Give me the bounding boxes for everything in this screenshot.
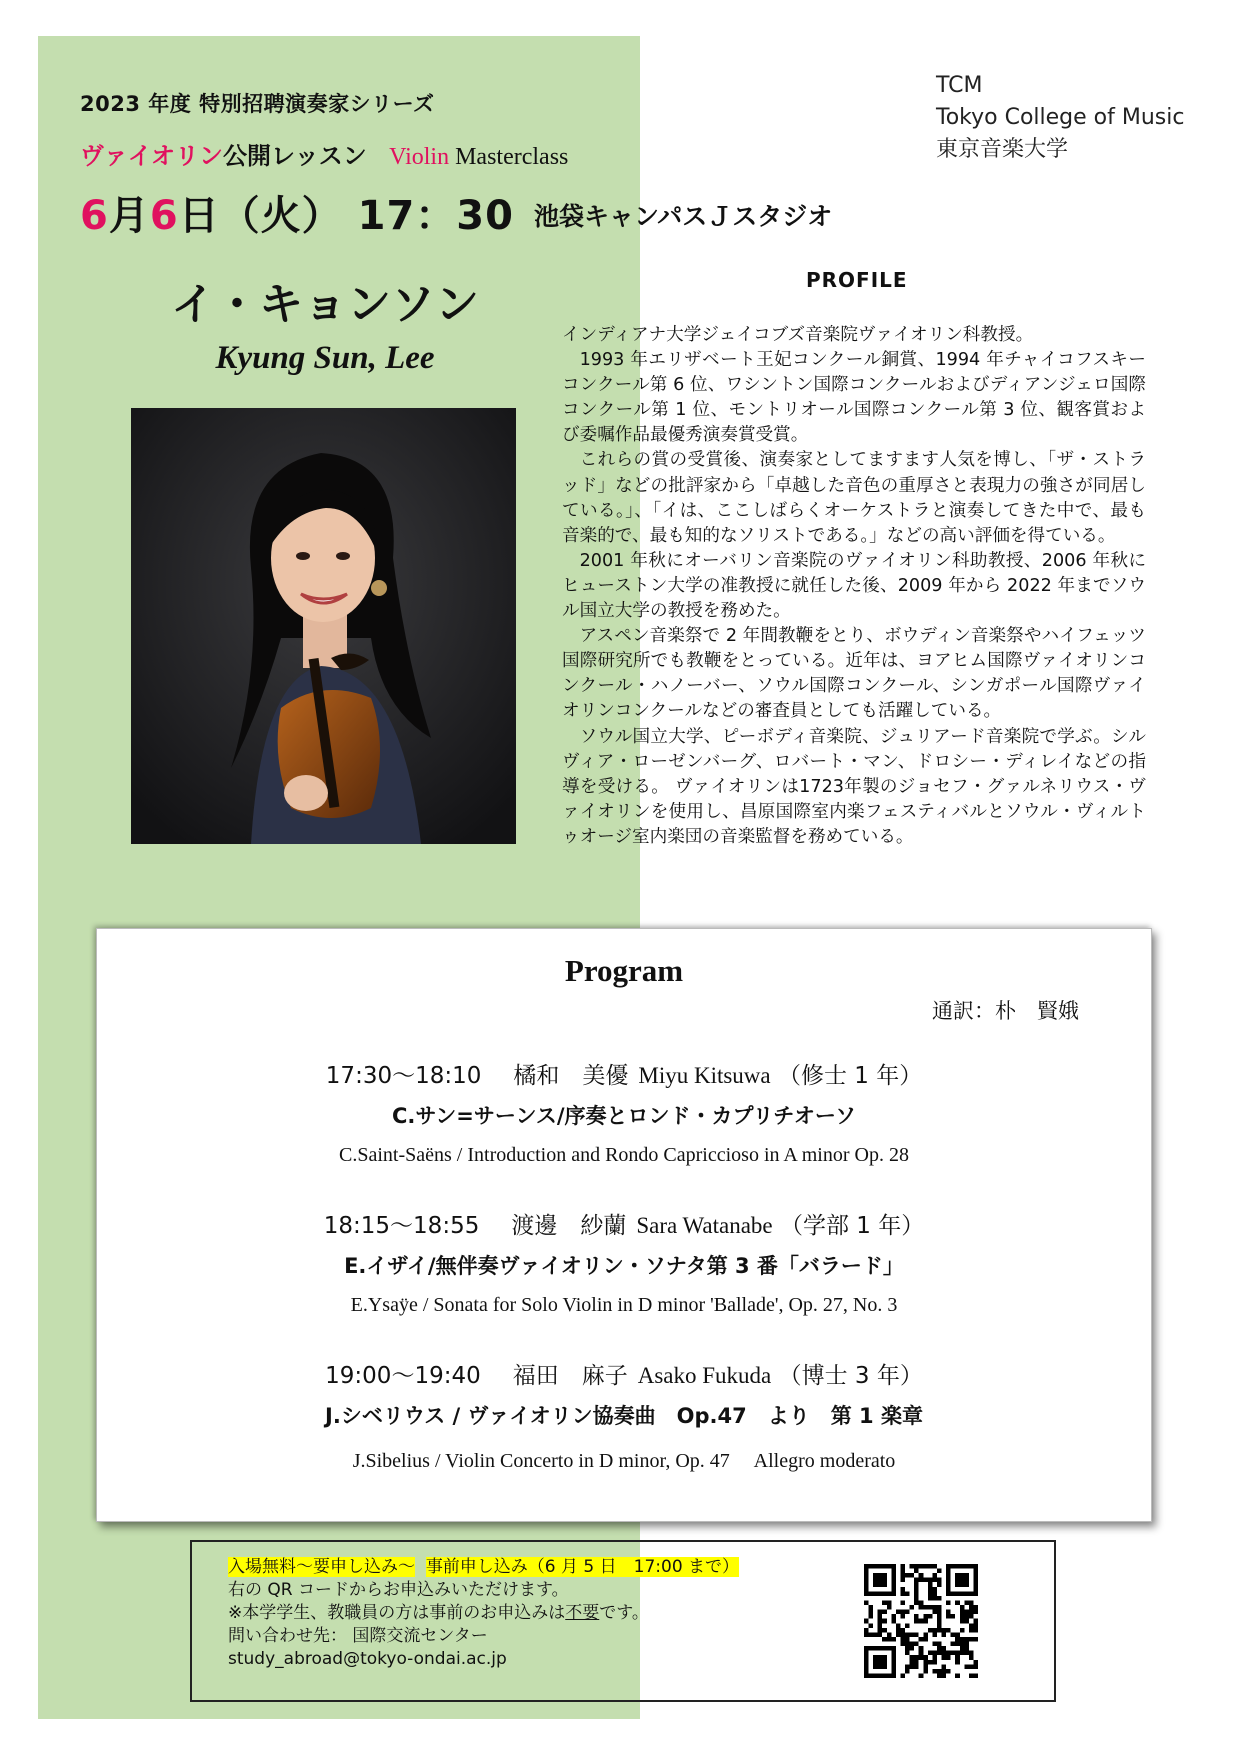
registration-qr-code[interactable] (864, 1564, 978, 1678)
program-slot (97, 1357, 1151, 1473)
performer-year: （学部 1 年） (779, 1213, 925, 1239)
profile-paragraph: 1993 年エリザベート王妃コンクール銅賞、1994 年チャイコフスキーコンクール第 6 位、ワシントン国際コンクールおよびディアンジェロ国際コンクール第 1 位、モントリオール国際コンクール第 3 位、観客賞および委嘱作品最優秀演奏賞受賞。 (562, 350, 1146, 446)
performer-name-ja: 福田 麻子 (512, 1363, 628, 1389)
profile-paragraph: アスペン音楽祭で 2 年間教鞭をとり、ボウディン音楽祭やハイフェッツ国際研究所でも教鞭をとっている。近年は、ヨアヒム国際ヴァイオリンコンクール・ハノーバー、ソウル国際コンクール、シンガポール国際ヴァイオリンコンクールなどの審査員としても活躍している。 (562, 626, 1146, 722)
performer-name-ja: 橘和 美優 (513, 1063, 629, 1089)
concert-series-title: 2023 年度 特別招聘演奏家シリーズ (80, 92, 435, 116)
piece-title-en: C.Saint-Saëns / Introduction and Rondo Capriccioso in A minor Op. 28 (339, 1144, 909, 1166)
subtitle-en-text: Masterclass (455, 144, 569, 170)
subtitle-ja: 公開レッスン (223, 142, 367, 170)
performer-name-ja: 渡邊 紗蘭 (511, 1213, 627, 1239)
performer-year: （修士 1 年） (777, 1063, 923, 1089)
date-day: 6 (149, 193, 179, 239)
piece-title-ja: J.シベリウス / ヴァイオリン協奏曲 Op.47 より 第 1 楽章 (325, 1404, 923, 1428)
note-underlined: 不要 (565, 1603, 600, 1623)
subtitle-en (389, 144, 568, 170)
slot-time: 18:15～18:55 (323, 1213, 480, 1239)
program-slot (97, 1057, 1151, 1167)
note-suffix: です。 (599, 1603, 649, 1623)
piece-title-ja: C.サン=サーンス/序奏とロンド・カプリチオーソ (391, 1104, 857, 1128)
artist-name-ja: イ・キョンソン (171, 279, 479, 330)
subtitle-en-highlight: Violin (389, 144, 450, 170)
qr-instruction: 右の QR コードからお申込みいただけます。 (228, 1580, 569, 1600)
profile-paragraph: ソウル国立大学、ピーボディ音楽院、ジュリアード音楽院で学ぶ。シルヴィア・ローゼンバーグ、ロバート・マン、ドロシー・ディレイなどの指導を受ける。 ヴァイオリンは1723年製のジョセフ・グァルネリウス・ヴァイオリンを使用し、昌原国際室内楽フェスティバルとソウル・ヴィルトゥオージ室内楽団の音楽監督を務めている。 (562, 726, 1146, 847)
note-prefix: ※本学学生、教職員の方は事前のお申込みは (228, 1603, 566, 1623)
profile-paragraph: 2001 年秋にオーバリン音楽院のヴァイオリン科助教授、2006 年秋にヒューストン大学の准教授に就任した後、2009 年から 2022 年までソウル国立大学の教授を務めた。 (562, 550, 1146, 622)
org-abbrev: TCM (936, 73, 983, 98)
interpreter-credit: 通訳：朴 賢娥 (932, 999, 1079, 1023)
org-name-ja: 東京音楽大学 (936, 137, 1069, 162)
slot-time: 19:00～19:40 (325, 1363, 481, 1389)
event-subtitle (80, 136, 568, 171)
piece-title-en: J.Sibelius / Violin Concerto in D minor, Op. 47 Allegro moderato (352, 1450, 896, 1472)
profile-paragraph: インディアナ大学ジェイコブズ音楽院ヴァイオリン科教授。 (562, 325, 1034, 345)
artist-photo (131, 408, 516, 844)
program-box (96, 928, 1152, 1522)
date-month-label: 月 (108, 193, 150, 239)
performer-name-en: Asako Fukuda (637, 1363, 772, 1388)
artist-name-en: Kyung Sun, Lee (215, 340, 435, 376)
registration-info-box (190, 1540, 1056, 1702)
event-venue: 池袋キャンパスＪスタジオ (533, 202, 833, 231)
event-time: 17：30 (357, 193, 514, 239)
performer-name-en: Sara Watanabe (636, 1213, 773, 1238)
program-title: Program (564, 953, 684, 988)
slot-time: 17:30～18:10 (325, 1063, 482, 1089)
org-logo (936, 70, 1184, 166)
qr-code-icon (864, 1564, 978, 1678)
profile-biography (562, 323, 1146, 850)
piece-title-en: E.Ysaÿe / Sonata for Solo Violin in D minor 'Ballade', Op. 27, No. 3 (350, 1294, 898, 1316)
piece-title-ja: E.イザイ/無伴奏ヴァイオリン・ソナタ第 3 番「バラード」 (344, 1254, 904, 1278)
profile-paragraph: これらの賞の受賞後、演奏家としてますます人気を博し、「ザ・ストラッド」などの批評家から「卓越した音色の重厚さと表現力の強さが同居している。」、「イは、ここしばらくオーケストラと演奏してきた中で、最も音楽的で、最も知的なソリストである。」などの高い評価を得ている。 (562, 450, 1146, 546)
performer-name-en: Miyu Kitsuwa (638, 1063, 771, 1088)
program-slot (97, 1207, 1151, 1317)
free-admission-label: 入場無料～要申し込み～ (228, 1557, 415, 1577)
date-day-label: 日（火） (178, 193, 343, 239)
contact-info: 問い合わせ先： 国際交流センター (228, 1626, 488, 1646)
pre-registration-deadline: 事前申し込み（6 月 5 日 17:00 まで） (425, 1557, 740, 1577)
artist-portrait-illustration (131, 408, 516, 844)
event-date-line (80, 184, 832, 241)
contact-email[interactable]: study_abroad@tokyo-ondai.ac.jp (228, 1649, 507, 1669)
performer-year: （博士 3 年） (778, 1363, 923, 1389)
org-name-en: Tokyo College of Music (936, 105, 1185, 130)
registration-info-text (228, 1556, 739, 1671)
profile-heading: PROFILE (806, 268, 908, 292)
subtitle-ja-highlight: ヴァイオリン (80, 142, 224, 170)
date-month: 6 (80, 193, 109, 239)
